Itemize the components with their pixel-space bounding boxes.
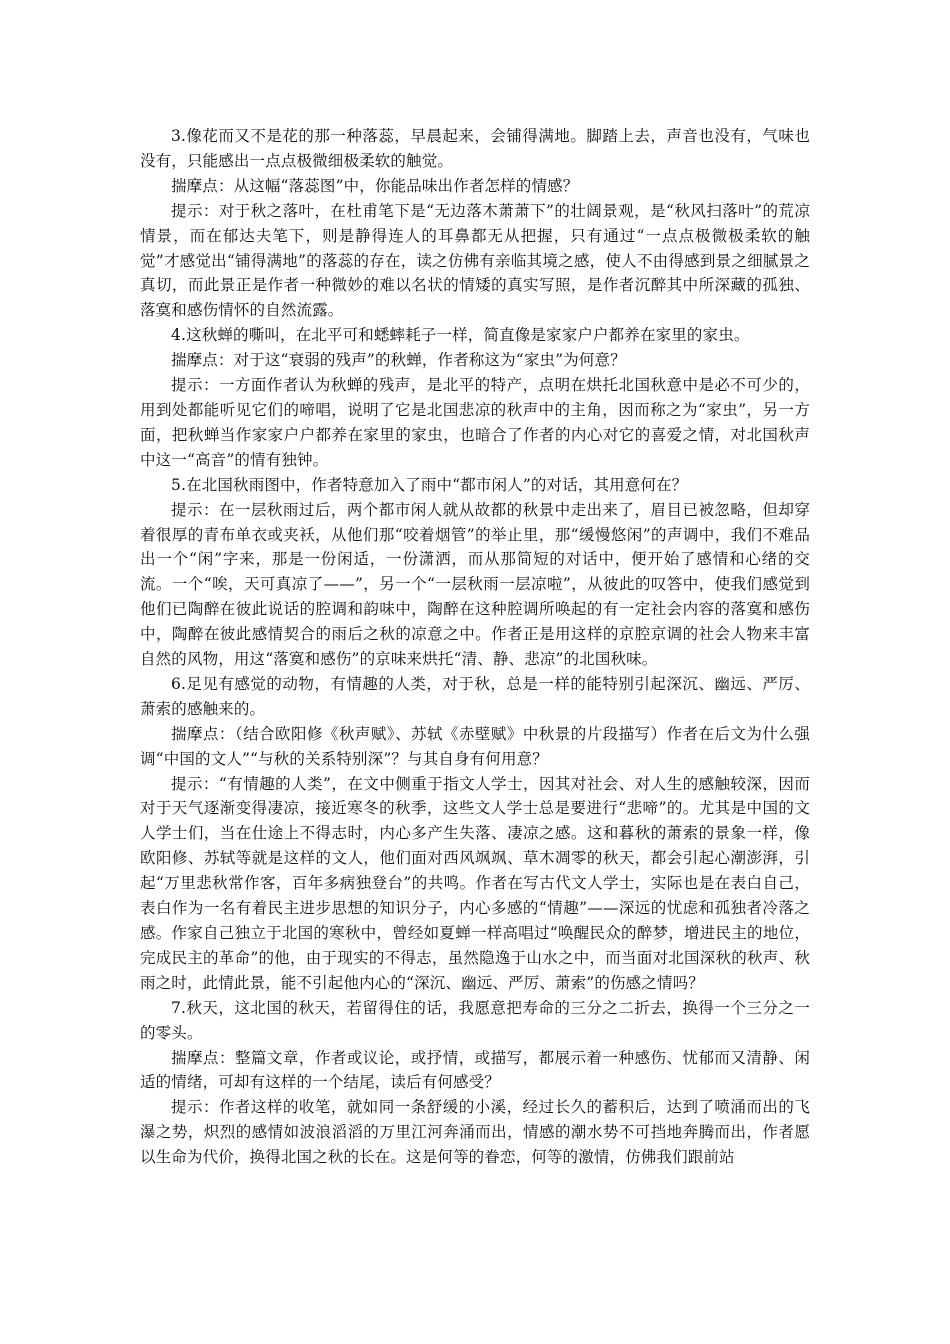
paragraph-3-question: 揣摩点：从这幅“落蕊图”中，你能品味出作者怎样的情感？ (171, 176, 579, 195)
paragraph-4-question: 揣摩点：对于这“衰弱的残声”的秋蝉，作者称这为“家虫”为何意？ (171, 351, 626, 370)
paragraph-7-quote: 7.秋天，这北国的秋天，若留得住的话，我愿意把寿命的三分之二折去，换得一个三分之一的零头。 (140, 998, 810, 1042)
paragraph-3-hint: 提示：对于秋之落叶，在杜甫笔下是“无边落木萧萧下”的壮阔景观，是“秋风扫落叶”的荒凉情景，而在郁达夫笔下，则是静得连人的耳鼻都无从把握，只有通过“一点点极微极柔软的触觉”才感觉出“铺得满地”的落蕊的存在，读之仿佛有亲临其境之感，使人不由得感到景之细腻景之真切，而此景正是作者一种微妙的难以名状的情矮的真实写照，是作者沉醉其中所深藏的孤独、落寞和感伤情怀的自然流露。 (140, 201, 810, 320)
paragraph-7-hint: 提示：作者这样的收笔，就如同一条舒缓的小溪，经过长久的蓄积后，达到了喷涌而出的飞瀑之势，炽烈的感情如波浪滔滔的万里江河奔涌而出，情感的潮水势不可挡地奔腾而出，作者愿以生命为代价，换得北国之秋的长在。这是何等的眷恋，何等的激情，仿佛我们跟前站 (140, 1098, 810, 1167)
paragraph-6-hint: 提示：“有情趣的人类”，在文中侧重于指文人学士，因其对社会、对人生的感触较深，因而对于天气逐渐变得凄凉，接近寒冬的秋季，这些文人学士总是要进行“悲啼”的。尤其是中国的文人学士们，当在仕途上不得志时，内心多产生失落、凄凉之感。这和暮秋的萧索的景象一样，像欧阳修、苏轼等就是这样的文人，他们面对西风飒飒、草木凋零的秋天，都会引起心潮澎湃，引起“万里悲秋常作客，百年多病独登台”的共鸣。作者在写古代文人学士，实际也是在表白自己，表白作为一名有着民主进步思想的知识分子，内心多感的“情趣”——深远的忧虑和孤独者冷落之感。作家自己独立于北国的寒秋中，曾经如夏蝉一样高唱过“唤醒民众的醉梦，增进民主的地位，完成民主的革命”的他，由于现实的不得志，虽然隐逸于山水之中，而当面对北国深秋的秋声、秋雨之时，此情此景，能不引起他内心的“深沉、幽远、严厉、萧索”的伤感之情吗？ (140, 774, 810, 992)
paragraph-6-question: 揣摩点：（结合欧阳修《秋声赋》、苏轼《赤壁赋》中秋景的片段描写）作者在后文为什么强调“中国的文人”“与秋的关系特别深”？与其自身有何用意？ (140, 724, 810, 768)
document-body (140, 124, 810, 1170)
paragraph-5-question: 5.在北国秋雨图中，作者特意加入了雨中“都市闲人”的对话，其用意何在？ (171, 475, 688, 494)
paragraph-7-question: 揣摩点：整篇文章，作者或议论，或抒情，或描写，都展示着一种感伤、忧郁而又清静、闲适的情绪，可却有这样的一个结尾，读后有何感受？ (140, 1048, 810, 1092)
paragraph-4-hint: 提示：一方面作者认为秋蝉的残声，是北平的特产，点明在烘托北国秋意中是必不可少的，用到处都能听见它们的啼唱，说明了它是北国悲凉的秋声中的主角，因而称之为“家虫”，另一方面，把秋蝉当作家家户户都养在家里的家虫，也暗合了作者的内心对它的喜爱之情，对北国秋声中这一“高音”的情有独钟。 (140, 376, 810, 469)
paragraph-3-quote: 3.像花而又不是花的那一种落蕊，早晨起来，会铺得满地。脚踏上去，声音也没有，气味也没有，只能感出一点点极微细极柔软的触觉。 (140, 127, 810, 170)
paragraph-6-quote: 6.足见有感觉的动物，有情趣的人类，对于秋，总是一样的能特别引起深沉、幽远、严厉、萧索的感触来的。 (140, 674, 810, 718)
paragraph-4-quote: 4.这秋蝉的嘶叫，在北平可和蟋蟀耗子一样，简直像是家家户户都养在家里的家虫。 (171, 326, 750, 345)
paragraph-5-hint: 提示：在一层秋雨过后，两个都市闲人就从故都的秋景中走出来了，眉目已被忽略，但却穿着很厚的青布单衣或夹袄，从他们那“咬着烟管”的举止里，那“缓慢悠闲”的声调中，我们不难品出一个“闲”字来，那是一份闲适，一份潇洒，而从那简短的对话中，便开始了感情和心绪的交流。一个“唉，天可真凉了——”，另一个“一层秋雨一层凉啦”，从彼此的叹答中，使我们感觉到他们已陶醉在彼此说话的腔调和韵味中，陶醉在这种腔调所唤起的有一定社会内容的落寞和感伤中，陶醉在彼此感情契合的雨后之秋的凉意之中。作者正是用这样的京腔京调的社会人物来丰富自然的风物，用这“落寞和感伤”的京味来烘托“清、静、悲凉”的北国秋味。 (140, 500, 810, 669)
